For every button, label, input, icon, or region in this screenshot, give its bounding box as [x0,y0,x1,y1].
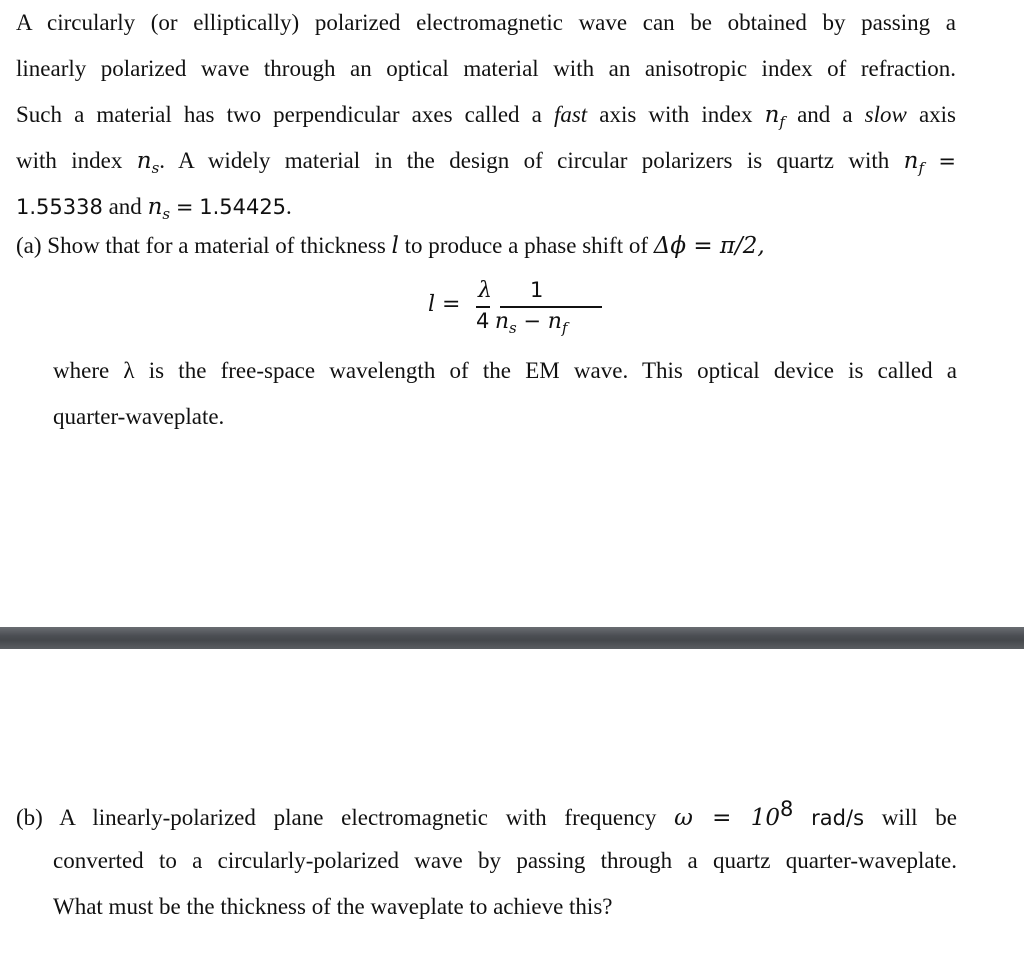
intro-line-2: linearly polarized wave through an optical material with an anisotropic index of refraction. [16,56,956,81]
intro-line-4: with index $n_s$. A widely material in the design of circular polarizers is quartz with $n_f$ = [16,148,957,177]
part-b-line-2: converted to a circularly-polarized wave by passing through a quartz quarter-waveplate. [53,848,957,873]
ns-value: 1.54425 [199,195,287,219]
section-divider [0,627,1024,649]
part-a-line-2: where λ is the free-space wavelength of the EM wave. This optical device is called a [53,358,957,383]
intro-line-5: 1.55338 and $n_s = 1.54425$. [16,194,292,223]
part-a-continuation [53,348,957,440]
part-b-line-1: (b) A linearly-polarized plane electromagnetic with frequency $\omega = 10^8$ rad/s will be [16,797,958,831]
intro-line-1: A circularly (or elliptically) polarized electromagnetic wave can be obtained by passing a [16,10,956,35]
intro-line-3: Such a material has two perpendicular axes called a fast axis with index $n_f$ and a slow axis [16,102,957,131]
fast-term: fast [553,102,588,127]
part-a-line-1: (a) Show that for a material of thickness l to produce a phase shift of Δϕ = π/2, [16,233,765,259]
slow-term: slow [864,102,907,127]
intro-paragraph [16,0,956,230]
part-b-continuation [53,838,957,930]
thickness-formula: l = λ 1 4 $n_s - n_f$ [428,276,588,336]
nf-value: 1.55338 [16,195,103,219]
part-b-question [16,795,957,841]
phase-shift: Δϕ = π/2, [653,233,765,259]
part-a-question [16,223,956,269]
part-b-line-3: What must be the thickness of the waveplate to achieve this? [53,894,613,919]
part-a-line-3: quarter-waveplate. [53,404,225,429]
